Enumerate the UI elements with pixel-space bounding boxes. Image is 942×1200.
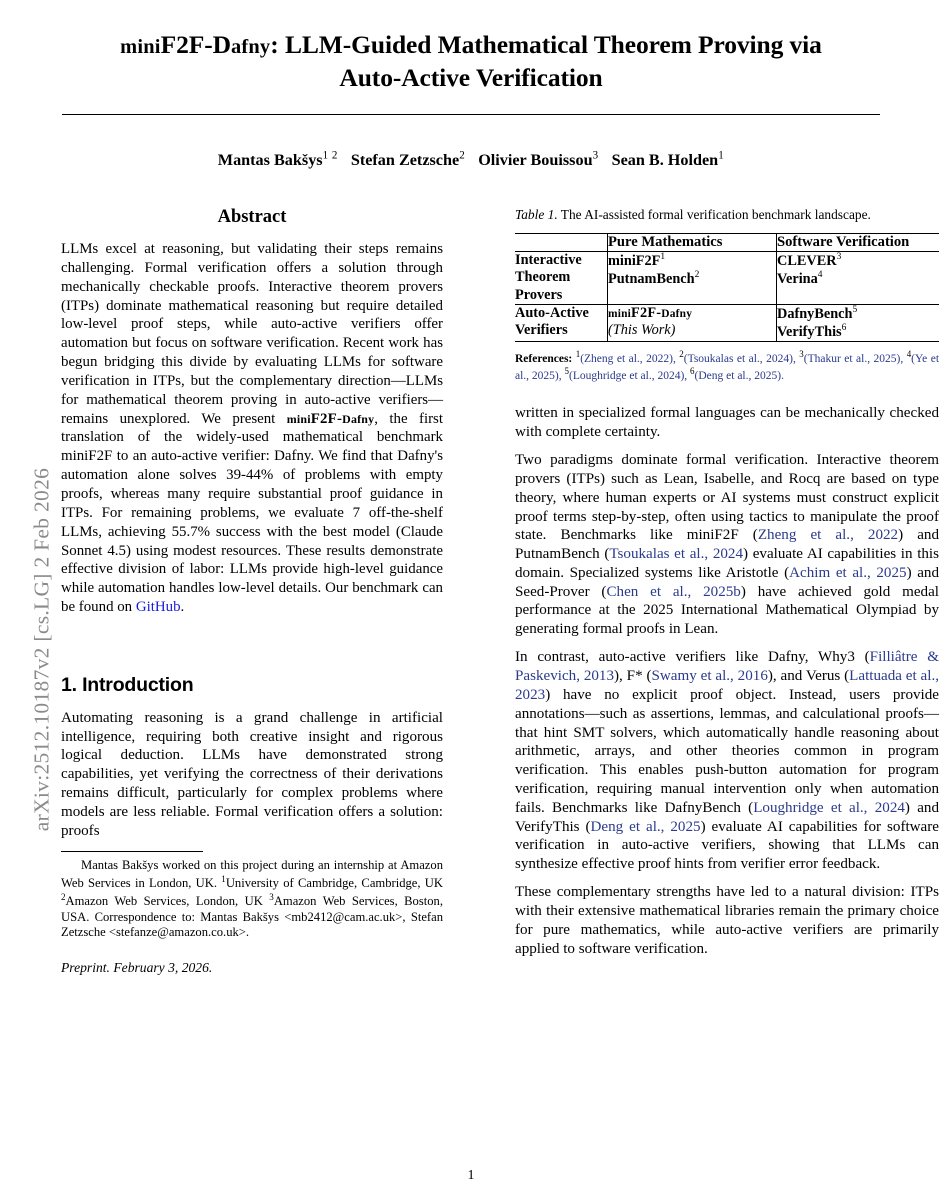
table-entry-this-work-note: (This Work): [608, 321, 676, 338]
table-row-header-itp: Interactive Theorem Provers: [515, 252, 582, 303]
citation-link[interactable]: Swamy et al., 2016: [651, 668, 768, 685]
text-run: ) evaluate AI capabilities in this domain. Specialized systems like Aristotle (: [515, 546, 940, 581]
paragraph-auto-active: [515, 648, 939, 873]
benchmark-table: [515, 233, 939, 342]
text-run: ) and VerifyThis (: [515, 799, 940, 835]
title-block: [85, 28, 857, 94]
table-cell-itp-software: [777, 252, 940, 304]
table-row: [515, 252, 939, 304]
citation-link[interactable]: Filliâtre & Paskevich, 2013: [515, 649, 939, 685]
table-entry: [777, 270, 939, 288]
paragraph-two-paradigms: [515, 451, 939, 639]
abstract-benchmark-name: miniF2F-Dafny: [286, 410, 375, 427]
author-entry: [478, 151, 598, 169]
author-name: Sean B. Holden: [611, 151, 719, 170]
footnote-sup-2: 2: [61, 891, 66, 902]
footnote-aff-3: Amazon Web Services, Boston, USA. Correspondence to: Mantas Bakšys <mb2412@cam.ac.uk>, Stefan Zetzsche <stefanze@amazon.co.uk>.: [61, 893, 443, 940]
author-affiliation-sup: 1 2: [322, 150, 338, 162]
table-entry-label: VerifyThis: [777, 323, 842, 340]
abstract-text: [61, 240, 443, 617]
table-entry-label: CLEVER: [777, 253, 837, 270]
footnote-sup-3: 3: [269, 891, 274, 902]
text-run: ) have no explicit proof object. Instead, users provide annotations—such as assertions, lemmas, and calculational proofs—that hint SMT solvers, which automatically handle reasoning about arithmetic, arrays, and other theories common in program verification. This enables push-button automation for program verification, requiring manual intervention only when automation fails. Benchmarks like DafnyBench (: [515, 687, 939, 816]
footnote-line: Mantas Bakšys worked on this project during an internship at Amazon Web Services in London, UK.: [61, 858, 443, 891]
citation-link[interactable]: Deng et al., 2025: [590, 818, 701, 835]
abstract-part-1: LLMs excel at reasoning, but validating their steps remains challenging. Formal verification offers a solution through mechanically checkable proofs. Interactive theorem provers (ITPs) dominate mathematical reasoning but require detailed low-level proof steps, while auto-active verifiers offer automation but focus on software verification. Recent work has begun bridging this divide by evaluating LLMs for software verification in ITPs, but the complementary direction—LLMs for mathematical theorem proving in auto-active verifiers—remains unexplored. We present: [61, 241, 443, 427]
footnote-aff-1: University of Cambridge, Cambridge, UK: [225, 876, 443, 891]
table-entry-ref: 2: [694, 270, 700, 281]
right-column: [515, 207, 939, 968]
abstract-heading: Abstract: [217, 207, 287, 227]
author-name: Olivier Bouissou: [478, 151, 593, 170]
header-rule: [62, 114, 880, 115]
table-cell-auto-software: [777, 304, 940, 341]
table-entry-ref: 3: [836, 252, 842, 263]
footnote-divider: [61, 851, 203, 852]
introduction-section: [61, 674, 443, 840]
title-d: D: [212, 30, 231, 59]
text-run: ) and Seed-Prover (: [515, 564, 939, 600]
table-ref-num: 2: [679, 348, 684, 359]
table-ref-text[interactable]: (Thakur et al., 2025),: [803, 352, 907, 365]
table-entry-ref: 1: [660, 252, 666, 263]
table-ref-text[interactable]: (Deng et al., 2025).: [694, 370, 784, 383]
text-run: ), and Verus (: [767, 668, 850, 685]
introduction-paragraph: Automating reasoning is a grand challenge in artificial intelligence, requiring both creative insight and rigorous logical deduction. LLMs have demonstrated strong capabilities, yet verifying the correctness of their derivations remains difficult, particularly for complex problems where models are less reliable. Formal verification offers a solution: proofs: [61, 709, 443, 839]
abstract-part-2: , the first translation of the widely-used mathematical benchmark miniF2F to an auto-active verifier: Dafny. We find that Dafny's automation alone solves 39-44% of problems with empty proofs, whereas many require substantial proof guidance in ITPs. For remaining problems, we evaluate 7 off-the-shelf LLMs, achieving 55.7% success with the best model (Claude Sonnet 4.5) using modest resources. These results demonstrate effective division of labor: LLMs provide high-level guidance while automation handles low-level details. Our benchmark can be found on: [61, 410, 443, 616]
table-cell-auto-math: [608, 304, 777, 341]
text-run: ) and PutnamBench (: [515, 527, 939, 563]
author-name: Stefan Zetzsche: [350, 151, 460, 170]
table-caption-text: The AI-assisted formal verification benchmark landscape.: [557, 207, 871, 222]
paragraph-complementary: These complementary strengths have led to a natural division: ITPs with their extensive mathematical libraries remain the primary choice for pure mathematics, while auto-active verifiers are primarily applied to software verification.: [515, 884, 939, 957]
table-row: [515, 304, 939, 341]
table-caption: [515, 207, 939, 224]
table-entry: [608, 270, 776, 288]
author-affiliation-sup: 1: [718, 150, 725, 162]
table-ref-num: 1: [575, 348, 581, 359]
preprint-line: Preprint. February 3, 2026.: [61, 959, 213, 975]
table-entry-ref: 6: [841, 322, 847, 333]
table-entry: [777, 323, 939, 341]
abstract-part-3: .: [180, 599, 185, 616]
author-entry: [612, 151, 725, 169]
table-entry-label: Verina: [777, 270, 818, 287]
citation-link[interactable]: Chen et al., 2025b: [606, 583, 741, 600]
table-caption-label: Table 1.: [515, 207, 558, 222]
table-references: [515, 349, 939, 385]
paragraph-continued: written in specialized formal languages can be mechanically checked with complete certainty.: [515, 405, 939, 440]
text-run: ) evaluate AI capabilities for software verification in auto-active verifiers, showing that LLMs can synthesize effective proof hints from verifier error feedback.: [515, 818, 939, 873]
table-ref-text[interactable]: (Tsoukalas et al., 2024),: [683, 352, 800, 365]
title-smallcaps-afny: afny: [230, 36, 271, 58]
table-entry-label: miniF2F: [608, 253, 661, 270]
table-ref-text[interactable]: (Loughridge et al., 2024),: [569, 370, 691, 383]
author-list: [62, 150, 880, 170]
table-entry: [777, 252, 939, 270]
text-run: ), F* (: [614, 668, 652, 685]
citation-link[interactable]: Lattuada et al., 2023: [515, 668, 939, 704]
right-column-body: [515, 404, 939, 958]
title-f2f: F2F-: [160, 30, 213, 59]
author-affiliation-sup: 2: [459, 150, 466, 162]
footnote-sup-1: 1: [221, 873, 226, 884]
table-col-header-pure-mathematics: Pure Mathematics: [608, 233, 777, 252]
table-ref-num: 3: [799, 348, 804, 359]
citation-link[interactable]: Loughridge et al., 2024: [753, 799, 905, 816]
table-ref-text[interactable]: (Ye et al., 2025),: [515, 352, 940, 383]
footnote-text: [61, 858, 443, 940]
table-ref-num: 6: [690, 366, 695, 377]
author-entry: [351, 151, 465, 169]
text-run: In contrast, auto-active verifiers like Dafny, Why3 (: [515, 649, 870, 666]
text-run: Two paradigms dominate formal verification. Interactive theorem provers (ITPs) such as Lean, Isabelle, and Rocq are based on type theory, where human experts or AI systems must construct explicit proof terms step-by-step, often using tactics to manipulate the proof state. Benchmarks like miniF2F (: [515, 452, 939, 544]
author-name: Mantas Bakšys: [217, 151, 323, 170]
section-heading-introduction: 1. Introduction: [61, 673, 194, 696]
page-number: 1: [467, 1168, 475, 1183]
table-cell-itp-math: [608, 252, 777, 304]
table-ref-text[interactable]: (Zheng et al., 2022),: [580, 352, 680, 365]
table-references-label: References:: [515, 352, 573, 365]
title-line2: Auto-Active Verification: [339, 63, 603, 93]
table-entry-ref: 4: [817, 270, 823, 281]
github-link[interactable]: GitHub: [135, 599, 181, 616]
table-col-header-software-verification: Software Verification: [777, 233, 940, 252]
table-entry-this-work-name: miniF2F-Dafny: [608, 304, 693, 321]
citation-link[interactable]: Tsoukalas et al., 2024: [609, 546, 744, 563]
footnote-aff-2: Amazon Web Services, London, UK: [65, 893, 270, 908]
table-entry-label: DafnyBench: [777, 305, 853, 322]
text-run: ) have achieved gold medal performance at the 2025 International Mathematical Olympiad by generating formal proofs in Lean.: [515, 583, 939, 638]
table-row-header-auto-active: Auto-Active Verifiers: [515, 304, 589, 338]
citation-link[interactable]: Zheng et al., 2022: [757, 527, 899, 544]
table-header-row: [515, 233, 939, 252]
title-line1-rest: : LLM-Guided Mathematical Theorem Proving via: [270, 30, 822, 59]
page-title: [85, 28, 857, 94]
title-smallcaps-mini: mini: [120, 36, 161, 58]
table-entry: [777, 305, 939, 323]
table-corner-cell: [515, 233, 608, 252]
author-affiliation-sup: 3: [592, 150, 599, 162]
table-entry: [608, 252, 776, 270]
left-column: [61, 207, 443, 976]
table-bottom-rule: [515, 341, 939, 342]
table-entry-ref: 5: [852, 304, 858, 315]
table-entry-label: PutnamBench: [608, 270, 695, 287]
citation-link[interactable]: Achim et al., 2025: [789, 564, 907, 581]
table-ref-num: 5: [564, 366, 569, 377]
author-entry: [218, 151, 338, 169]
arxiv-stamp: arXiv:2512.10187v2 [cs.LG] 2 Feb 2026: [29, 467, 54, 832]
table-ref-num: 4: [906, 348, 912, 359]
